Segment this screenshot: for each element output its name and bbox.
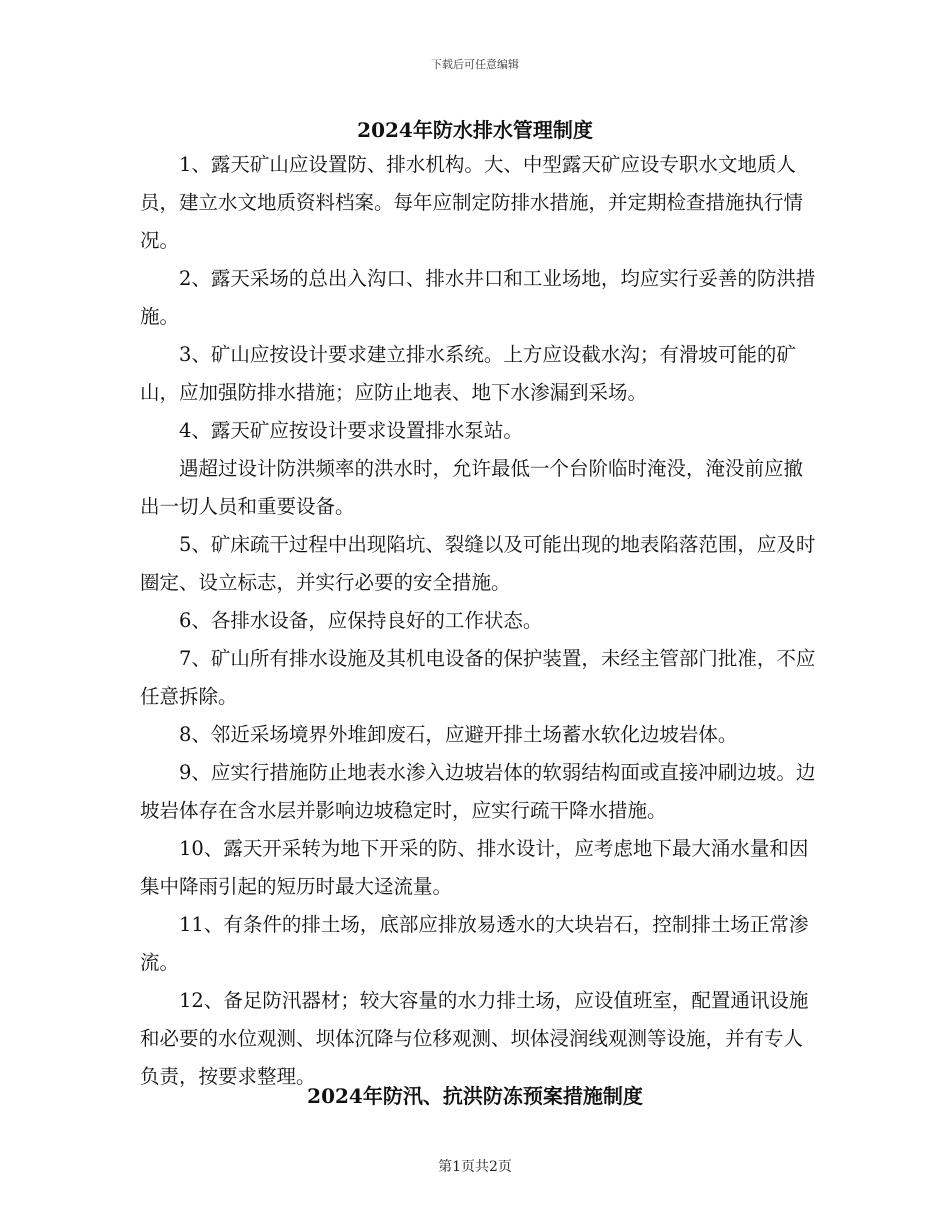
- paragraph-2: 2、露天采场的总出入沟口、排水井口和工业场地，均应实行妥善的防洪措施。: [140, 267, 816, 328]
- paragraph-5: 5、矿床疏干过程中出现陷坑、裂缝以及可能出现的地表陷落范围，应及时圈定、设立标志，并实行必要的安全措施。: [140, 533, 816, 594]
- paragraph-1: 1、露天矿山应设置防、排水机构。大、中型露天矿应设专职水文地质人员，建立水文地质资料档案。每年应制定防排水措施，并定期检查措施执行情况。: [140, 153, 804, 252]
- paragraph-3: 3、矿山应按设计要求建立排水系统。上方应设截水沟；有滑坡可能的矿山，应加强防排水措施；应防止地表、地下水渗漏到采场。: [140, 343, 796, 404]
- document-body: [140, 146, 820, 1096]
- paragraph-12: 12、备足防汛器材；较大容量的水力排土场，应设值班室，配置通讯设施和必要的水位观测、坝体沉降与位移观测、坝体浸润线观测等设施，并有专人负责，按要求整理。: [140, 989, 809, 1088]
- paragraph-6: 6、各排水设备，应保持良好的工作状态。: [179, 609, 543, 632]
- document-title: 2024年防水排水管理制度: [357, 118, 593, 142]
- paragraph-4-note: 遇超过设计防洪频率的洪水时，允许最低一个台阶临时淹没，淹没前应撤出一切人员和重要设备。: [140, 457, 804, 518]
- paragraph-9: 9、应实行措施防止地表水渗入边坡岩体的软弱结构面或直接冲刷边坡。边坡岩体存在含水层并影响边坡稳定时，应实行疏干降水措施。: [140, 761, 816, 822]
- next-section-title: 2024年防汛、抗洪防冻预案措施制度: [307, 1084, 643, 1108]
- page-number: 第1页共2页: [438, 1159, 512, 1175]
- paragraph-7: 7、矿山所有排水设施及其机电设备的保护装置，未经主管部门批准，不应任意拆除。: [140, 647, 816, 708]
- paragraph-4: 4、露天矿应按设计要求设置排水泵站。: [179, 419, 523, 442]
- paragraph-8: 8、邻近采场境界外堆卸废石，应避开排土场蓄水软化边坡岩体。: [179, 723, 738, 746]
- paragraph-10: 10、露天开采转为地下开采的防、排水设计，应考虑地下最大涌水量和因集中降雨引起的短历时最大迳流量。: [140, 837, 809, 898]
- page-header-note: 下载后可任意编辑: [431, 58, 519, 71]
- paragraph-11: 11、有条件的排土场，底部应排放易透水的大块岩石，控制排土场正常渗流。: [140, 913, 809, 974]
